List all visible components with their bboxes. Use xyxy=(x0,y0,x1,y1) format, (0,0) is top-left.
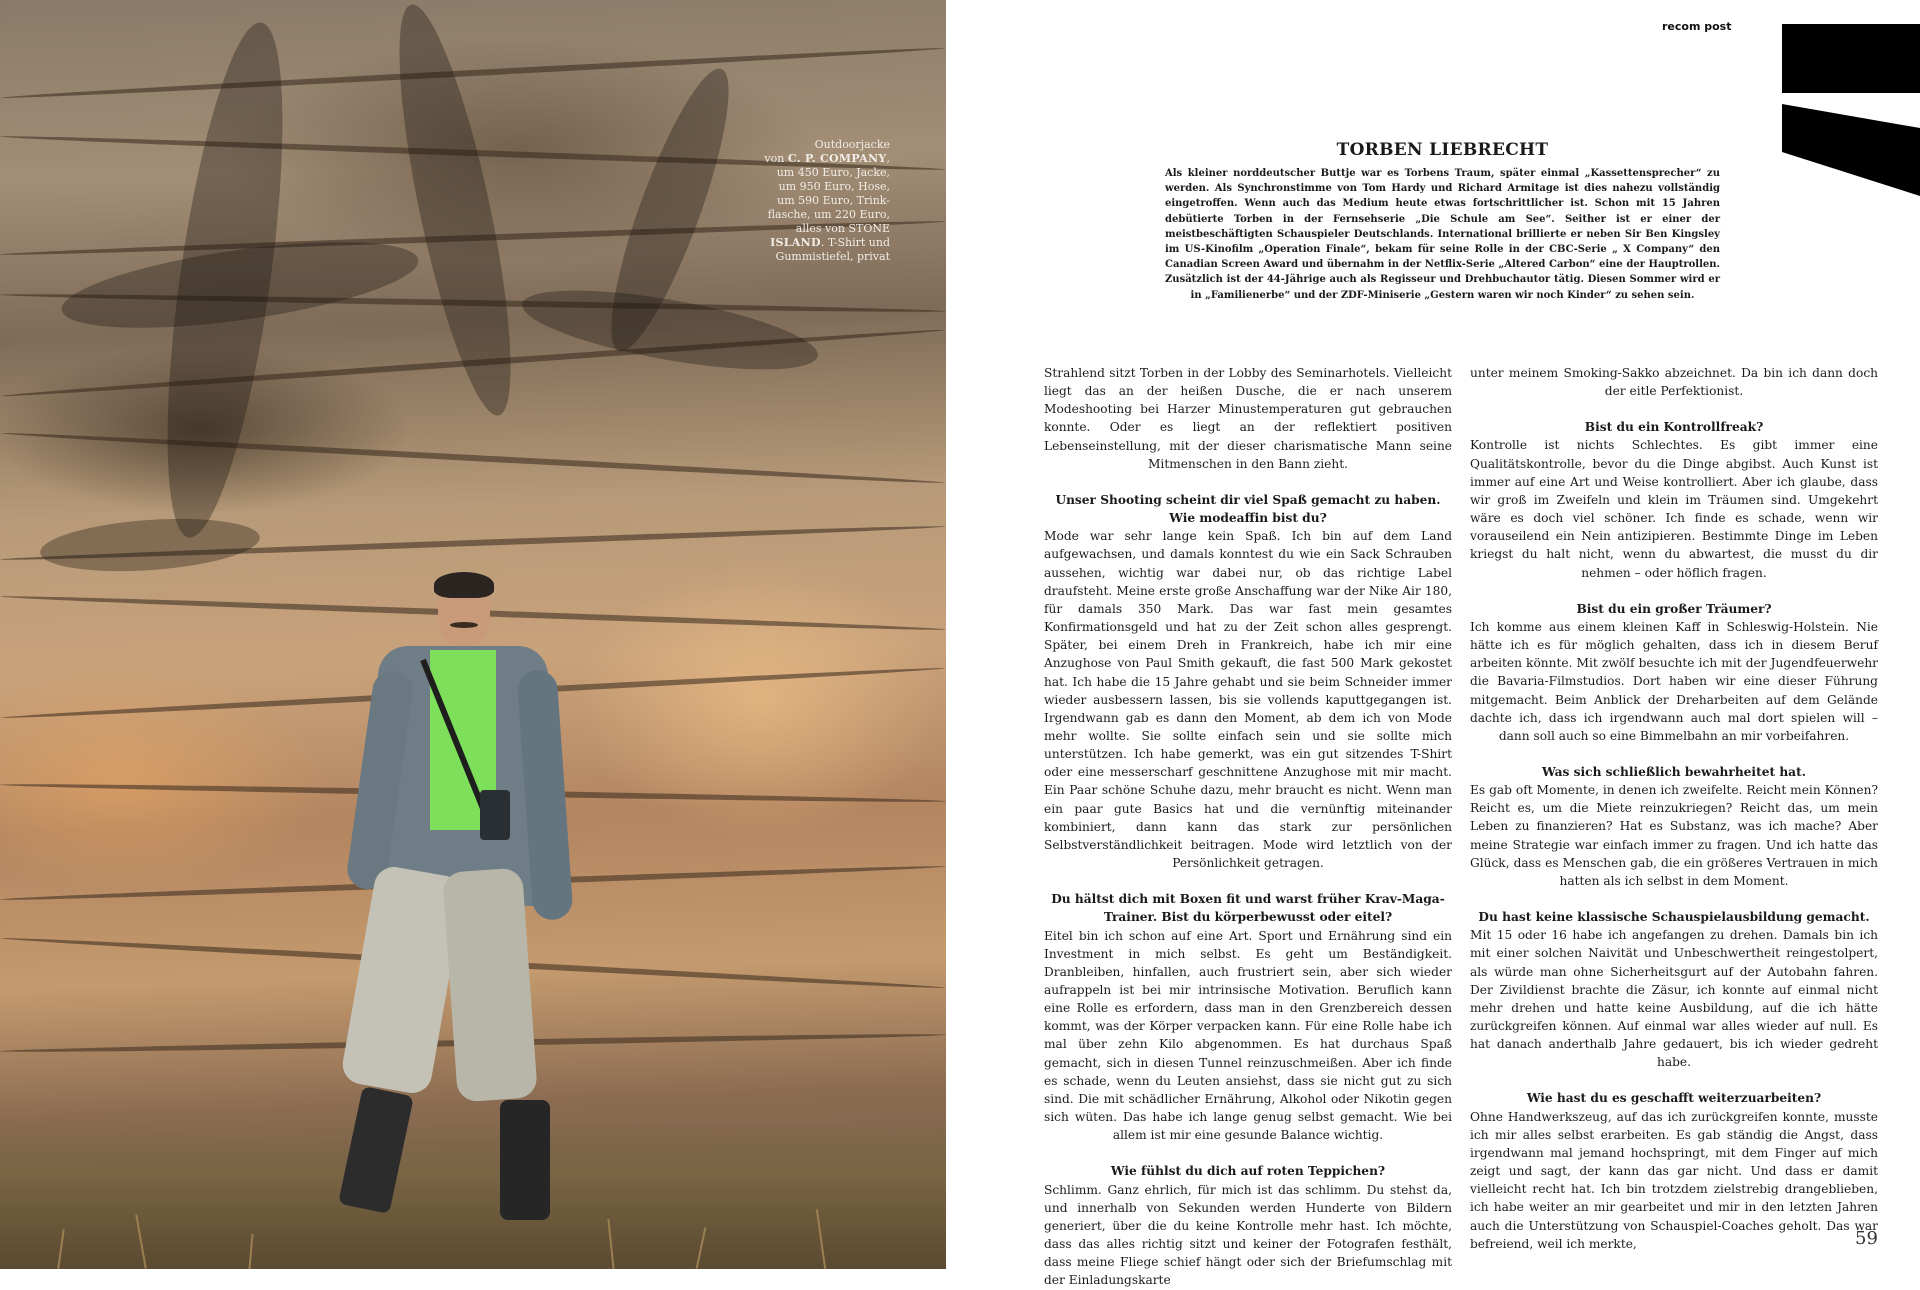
article-paragraph: Strahlend sitzt Torben in der Lobby des Seminarhotels. Vielleicht liegt das an der heißen Dusche, die er nach unserem Modeshooting bei Harzer Minustemperaturen gut gebrauchen konnte. Oder es liegt an der reflektiert positiven Lebenseinstellung, mit der dieser charismatische Mann seine Mitmenschen in den Bann zieht. xyxy=(1044,366,1452,471)
caption-line: Gummistiefel, privat xyxy=(775,250,890,263)
cover-photo xyxy=(0,0,946,1269)
page-number: 59 xyxy=(1855,1228,1878,1249)
article-paragraph: Kontrolle ist nichts Schlechtes. Es gibt immer eine Qualitätskontrolle, bevor du die Dinge abgibst. Auch Kunst ist immer auf eine Art und Weise kontrolliert. Aber ich glaube, dass wir groß im Zweifeln und klein im Träumen sind. Umgekehrt wäre es doch viel schöner. Ich finde es schade, wenn wir vorauseilend ein Nein antizipieren. Bestimmte Dinge im Leben kriegst du halt nicht, wenn du abwartest, die musst du dir nehmen – oder höflich fragen. xyxy=(1470,438,1878,580)
intro-box xyxy=(1165,140,1720,303)
intro-text: Als kleiner norddeutscher Buttje war es Torbens Traum, später einmal „Kassettensprecher“ zu werden. Als Synchronstimme von Tom Hardy und Richard Armitage ist dies nahezu vollständig eingetroffen. Wenn auch das Medium heute etwas fortschrittlicher ist. Schon mit 15 Jahren debütierte Torben in der Fernsehserie „Die Schule am See“. Seither ist er einer der meistbeschäftigten Schauspieler Deutschlands. International brillierte er neben Sir Ben Kingsley im US-Kinofilm „Operation Finale“, bekam für seine Rolle in der CBC-Serie „ X Company“ den Canadian Screen Award und übernahm in der Netflix-Serie „Altered Carbon“ eine der Hauptrollen. Zusätzlich ist der 44-Jährige auch als Regisseur und Drehbuchautor tätig. Diesen Sommer wird er in „Familienerbe“ und der ZDF-Miniserie „Gestern waren wir noch Kinder“ zu sehen sein. xyxy=(1165,168,1720,301)
caption-line: , xyxy=(886,152,890,165)
article-paragraph: Eitel bin ich schon auf eine Art. Sport und Ernährung sind ein Investment in mich selbst. Es geht um Beständigkeit. Dranbleiben, hinfallen, auch frustriert sein, aber sich wieder aufrappeln ist bei mir intrinsische Motivation. Beruflich kann eine Rolle es erfordern, dass man in den Grenzbereich dessen kommt, was der Körper verpacken kann. Für eine Rolle habe ich mal über zehn Kilo abgenommen. Es hat durchaus Spaß gemacht, sich in diesen Tunnel reinzuschmeißen. Aber ich finde es schade, wenn du Leuten ansiehst, dass sie nicht gut zu sich sind. Die mit schädlicher Ernährung, Alkohol oder Nikotin gegen sich wüten. Das habe ich lange genug selbst gemacht. Wie bei allem ist mir eine gesunde Balance wichtig. xyxy=(1044,928,1452,1143)
interview-question: Wie fühlst du dich auf roten Teppichen? xyxy=(1110,1164,1386,1179)
intro-title: TORBEN LIEBRECHT xyxy=(1336,140,1549,160)
article-column-left xyxy=(1044,364,1452,1290)
caption-line: um 950 Euro, Hose, xyxy=(778,180,890,193)
interview-question: Unser Shooting scheint dir viel Spaß gemacht zu haben. Wie modeaffin bist du? xyxy=(1055,492,1441,526)
article-paragraph: Ich komme aus einem kleinen Kaff in Schleswig-Holstein. Nie hätte ich es für möglich gehalten, dass ich in diesem Beruf arbeiten könnte. Mit zwölf besuchte ich mit der Jugendfeuerwehr die Bavaria-Filmstudios. Dort haben wir eine dieser Führung mitgemacht. Beim Anblick der Dreharbeiten auf dem Gelände dachte ich, dass ich irgendwann auch mal dort spielen will – dann soll auch so eine Bimmelbahn an mir vorbeifahren. xyxy=(1470,619,1878,743)
caption-brand: C. P. COMPANY xyxy=(787,152,887,165)
interview-question: Du hältst dich mit Boxen fit und warst früher Krav-Maga-Trainer. Bist du körperbewusst oder eitel? xyxy=(1051,892,1445,925)
article-column-right xyxy=(1470,364,1878,1253)
magazine-brand: recom post xyxy=(1662,20,1732,33)
interview-question: Bist du ein großer Träumer? xyxy=(1576,601,1772,616)
article-paragraph: Mit 15 oder 16 habe ich angefangen zu drehen. Damals bin ich mit einer solchen Naivität und Unbeschwertheit reingestolpert, als würde man ohne Sicherheitsgurt auf der Autobahn fahren. Der Zivildienst brachte die Zäsur, ich konnte auf einmal nicht mehr drehen und hatte keine Ausbildung, auf die ich hätte zurückgreifen können. Auf einmal war alles wieder auf null. Es hat danach anderthalb Jahre gedauert, bis ich wieder gedreht habe. xyxy=(1470,928,1878,1070)
caption-line: um 590 Euro, Trink- xyxy=(777,194,890,207)
interview-question: Bist du ein Kontrollfreak? xyxy=(1584,420,1764,435)
interview-question: Du hast keine klassische Schauspielausbildung gemacht. xyxy=(1478,910,1870,925)
caption-line: alles von STONE xyxy=(795,222,890,235)
caption-line: von xyxy=(764,152,788,165)
caption-line: Outdoorjacke xyxy=(814,138,890,151)
photo-caption xyxy=(730,138,890,264)
caption-brand: ISLAND xyxy=(770,236,821,249)
article-paragraph: Ohne Handwerkszeug, auf das ich zurückgreifen konnte, musste ich mir alles selbst erarbeiten. Es gab ständig die Angst, dass irgendwann mal jemand hochspringt, mit dem Finger auf mich zeigt und sagt, der kann das gar nicht. Und dass er damit vielleicht recht hat. Ich bin trotzdem zielstrebig drangeblieben, ich habe weiter an mir gearbeitet und mir in den letzten Jahren auch die Unterstützung von Schauspiel-Coaches geholt. Das war befreiend, weil ich merkte, xyxy=(1470,1109,1878,1251)
article-paragraph: unter meinem Smoking-Sakko abzeichnet. Da bin ich dann doch der eitle Perfektionist. xyxy=(1470,366,1878,399)
magazine-logo-icon xyxy=(1782,24,1920,196)
interview-question: Was sich schließlich bewahrheitet hat. xyxy=(1542,764,1806,779)
article-paragraph: Es gab oft Momente, in denen ich zweifelte. Reicht mein Können? Reicht es, um die Miete reinzukriegen? Reicht das, um mein Leben zu finanzieren? Hat es Substanz, was ich mache? Aber meine Strategie war einfach immer zu fragen. Und ich hatte das Glück, dass es Menschen gab, die ein größeres Vertrauen in mich hatten als ich selbst in dem Moment. xyxy=(1470,783,1878,888)
caption-line: . T-Shirt und xyxy=(820,236,890,249)
caption-line: flasche, um 220 Euro, xyxy=(767,208,890,221)
interview-question: Wie hast du es geschafft weiterzuarbeiten? xyxy=(1526,1091,1822,1106)
article-paragraph: Mode war sehr lange kein Spaß. Ich bin auf dem Land aufgewachsen, und damals konntest du wie ein Sack Schrauben aussehen, wichtig war dabei nur, ob das richtige Label draufsteht. Meine erste große Anschaffung war der Nike Air 180, für damals 350 Mark. Das war fast mein gesamtes Konfirmationsgeld und hat zu der Zeit schon alles gesprengt. Später, bei einem Dreh in Frankreich, habe ich mir eine Anzughose von Paul Smith gekauft, die fast 500 Mark gekostet hat. Ich habe die 15 Jahre gehabt und sie beim Schneider immer wieder ausbessern lassen, bis sie vollends kaputtgegangen ist. Irgendwann gab es dann den Moment, ab dem ich von Mode mehr wollte. Sie sollte einfach sein und sie sollte mich unterstützen. Ich habe gemerkt, was ein gut sitzendes T-Shirt oder eine messerscharf geschnittene Anzughose mit mir macht. Ein Paar schöne Schuhe dazu, mehr braucht es nicht. Wenn man ein paar gute Basics hat und die vernünftig miteinander kombiniert, dann kann das stark zur persönlichen Selbstverständlichkeit beitragen. Mode wird letztlich von der Persönlichkeit getragen. xyxy=(1044,529,1452,871)
caption-line: um 450 Euro, Jacke, xyxy=(776,166,890,179)
portrait-figure xyxy=(330,570,610,1230)
article-paragraph: Schlimm. Ganz ehrlich, für mich ist das schlimm. Du stehst da, und innerhalb von Sekunden werden Hunderte von Bildern generiert, über die du keine Kontrolle mehr hast. Ich möchte, dass das alles richtig sitzt und keiner der Fotografen festhält, dass meine Fliege schief hängt oder sich der Briefumschlag mit der Einladungskarte xyxy=(1044,1182,1452,1288)
